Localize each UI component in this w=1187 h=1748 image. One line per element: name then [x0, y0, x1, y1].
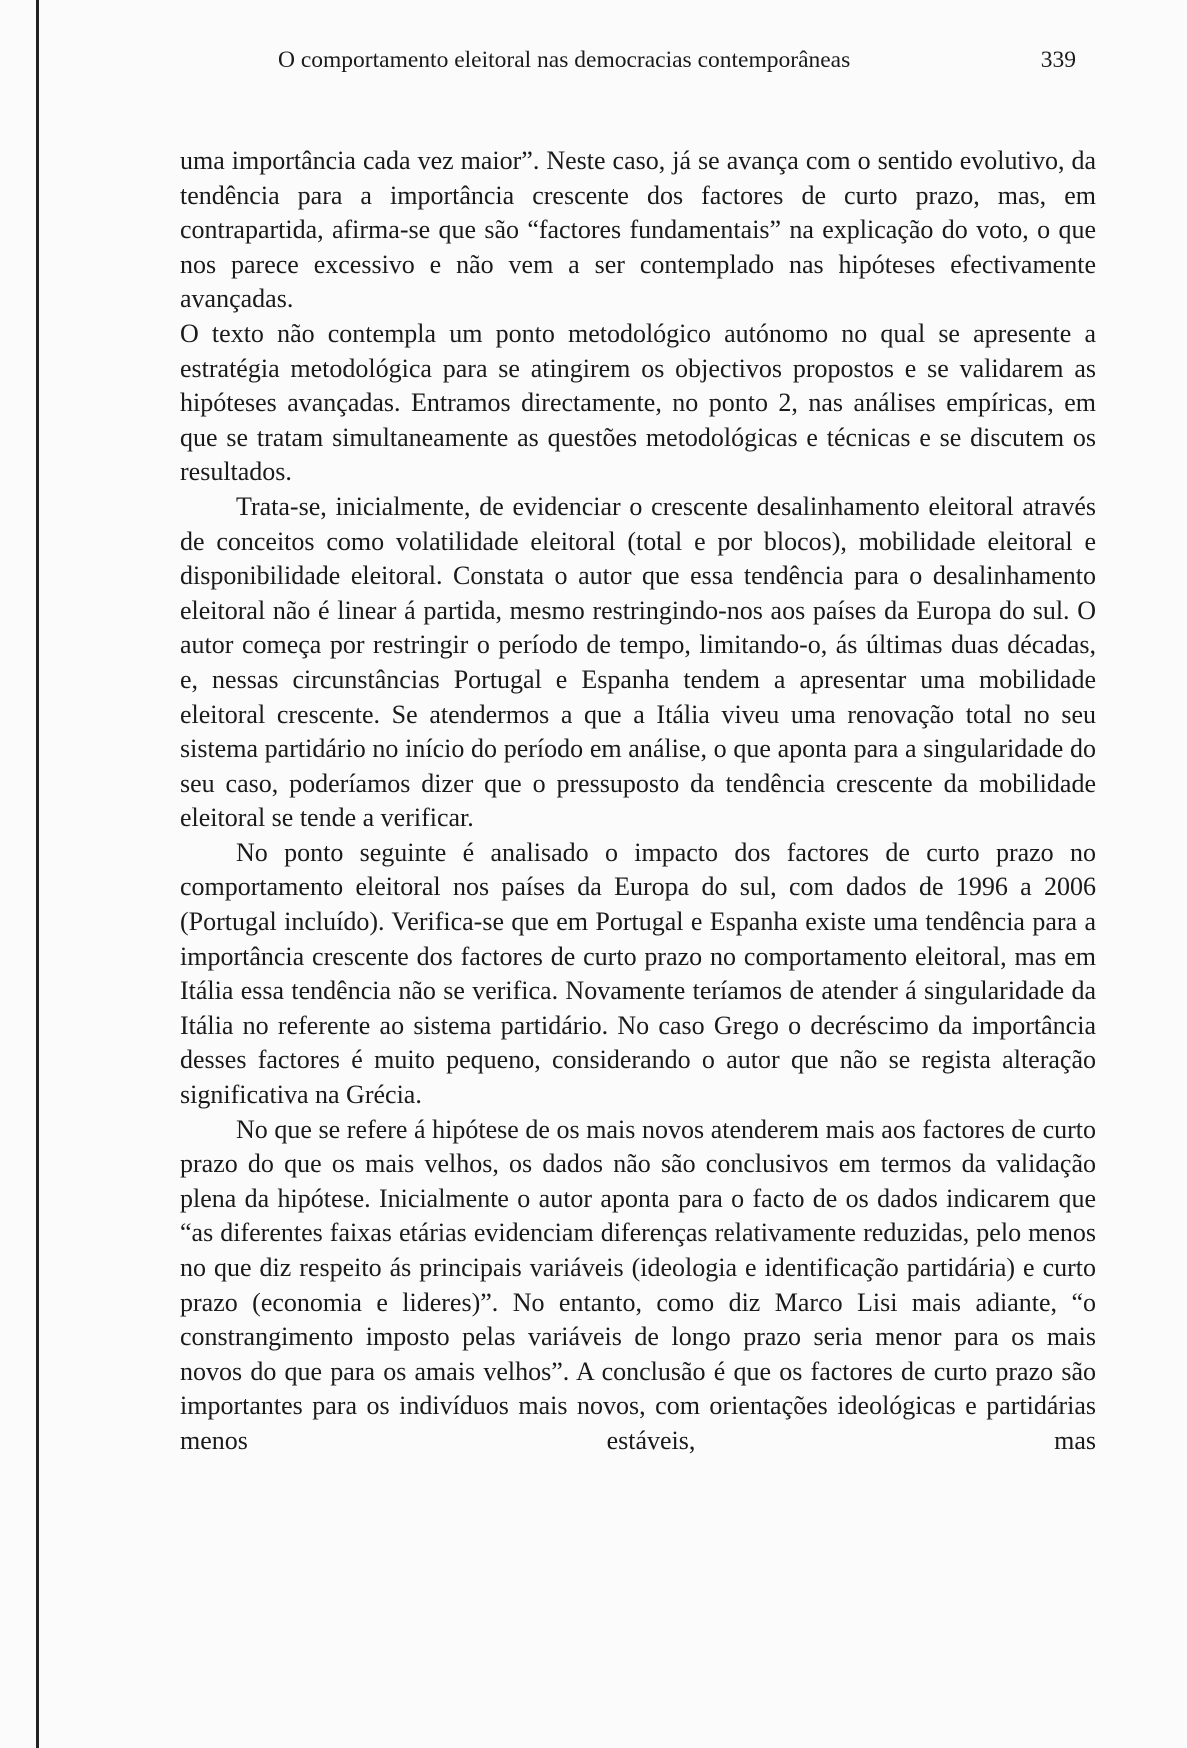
paragraph-1: uma importância cada vez maior”. Neste caso, já se avança com o sentido evolutivo, da tendência para a importância crescente dos factores de curto prazo, mas, em contrapartida, afirma-se que são “factores fundamentais” na explicação do voto, o que nos parece excessivo e não vem a ser contemplado nas hipóteses efectivamente avançadas. — [180, 146, 1096, 314]
running-header — [278, 40, 1076, 80]
paragraph-2: O texto não contempla um ponto metodológico autónomo no qual se apresente a estratégia metodológica para se atingirem os objectivos propostos e se validarem as hipóteses avançadas. Entramos directamente, no ponto 2, nas análises empíricas, em que se tratam simultaneamente as questões metodológicas e técnicas e se discutem os resultados. — [180, 318, 1096, 487]
page-binding-edge — [36, 0, 39, 1748]
body-text — [180, 144, 1096, 1459]
paragraph-5: No que se refere á hipótese de os mais novos atenderem mais aos factores de curto prazo do que os mais velhos, os dados não são conclusivos em termos da validação plena da hipótese. Inicialmente o autor aponta para o facto de os dados indicarem que “as diferentes faixas etárias evidenciam diferenças relativamente reduzidas, pelo menos no que diz respeito ás principais variáveis (ideologia e identificação partidária) e curto prazo (economia e lideres)”. No entanto, como diz Marco Lisi mais adiante, “o constrangimento imposto pelas variáveis de longo prazo seria menor para os mais novos do que para os amais velhos”. A conclusão é que os factores de curto prazo são importantes para os indivíduos mais novos, com orientações ideológicas e partidárias menos estáveis, mas — [180, 1114, 1096, 1455]
paragraph-4: No ponto seguinte é analisado o impacto dos factores de curto prazo no comportamento eleitoral nos países da Europa do sul, com dados de 1996 a 2006 (Portugal incluído). Verifica-se que em Portugal e Espanha existe uma tendência para a importância crescente dos factores de curto prazo no comportamento eleitoral, mas em Itália essa tendência não se verifica. Novamente teríamos de atender á singularidade da Itália no referente ao sistema partidário. No caso Grego o decréscimo da importância desses factores é muito pequeno, considerando o autor que não se regista alteração significativa na Grécia. — [180, 837, 1096, 1110]
page-number: 339 — [1040, 47, 1076, 73]
running-title: O comportamento eleitoral nas democracias contemporâneas — [278, 47, 851, 73]
paragraph-3: Trata-se, inicialmente, de evidenciar o crescente desalinhamento eleitoral através de conceitos como volatilidade eleitoral (total e por blocos), mobilidade eleitoral e disponibilidade eleitoral. Constata o autor que essa tendência para o desalinhamento eleitoral não é linear á partida, mesmo restringindo-nos aos países da Europa do sul. O autor começa por restringir o período de tempo, limitando-o, ás últimas duas décadas, e, nessas circunstâncias Portugal e Espanha tendem a apresentar uma mobilidade eleitoral crescente. Se atendermos a que a Itália viveu uma renovação total no seu sistema partidário no início do período em análise, o que aponta para a singularidade do seu caso, poderíamos dizer que o pressuposto da tendência crescente da mobilidade eleitoral se tende a verificar. — [180, 491, 1096, 833]
